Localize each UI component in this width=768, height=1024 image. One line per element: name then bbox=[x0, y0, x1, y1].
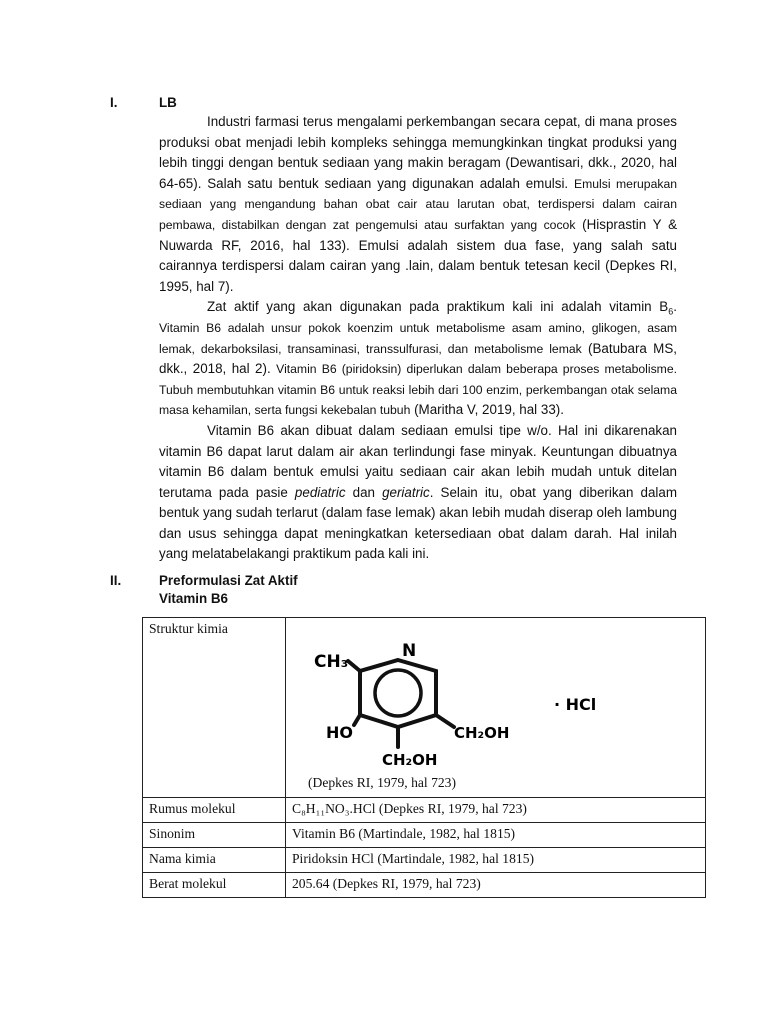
row-label: Struktur kimia bbox=[143, 618, 286, 798]
italic-term: pediatric bbox=[294, 484, 346, 500]
text-run: (Maritha V, 2019, hal 33). bbox=[410, 402, 564, 418]
table-row bbox=[143, 798, 706, 823]
italic-term: geriatric bbox=[382, 484, 430, 500]
section-subtitle: Vitamin B6 bbox=[159, 591, 228, 606]
row-value: 205.64 (Depkes RI, 1979, hal 723) bbox=[286, 873, 706, 898]
section-number: I. bbox=[110, 95, 118, 110]
table-row bbox=[143, 823, 706, 848]
text-run: (Hisprastin Y & Nuwarda RF, 2016, hal 133). Emulsi adalah sistem dua fase, yang salah satu cairannya terdispersi dalam cairan yang .lain, dalam bentuk tetesan kecil (Depkes RI, 1995, hal 7). bbox=[159, 216, 678, 294]
row-label: Rumus molekul bbox=[143, 798, 286, 823]
text-run: Industri farmasi terus mengalami perkembangan secara cepat, di mana proses produksi obat menjadi lebih kompleks sehingga memungkinkan tingkat produksi yang lebih tinggi dengan bentuk sediaan yang makin beragam (Dewantisari, dkk., 2020, hal 64-65). Salah satu bentuk sediaan yang digunakan adalah emulsi. bbox=[159, 114, 677, 191]
section-title: LB bbox=[159, 95, 177, 110]
table-row bbox=[143, 873, 706, 898]
row-label: Sinonim bbox=[143, 823, 286, 848]
paragraph bbox=[159, 112, 677, 297]
text-run: dan bbox=[345, 484, 383, 500]
paragraph bbox=[159, 297, 677, 421]
properties-table bbox=[142, 617, 706, 898]
pyridoxine-structure-diagram bbox=[314, 635, 614, 775]
section-body bbox=[159, 112, 677, 565]
structure-label-ch2oh: CH₂OH bbox=[454, 724, 510, 742]
text-run: Emulsi merupakan sediaan yang mengandung bahan obat cair atau larutan obat, terdispersi dalam cairan pembawa, distabilkan dengan zat pengemulsi atau surfaktan yang cocok bbox=[159, 176, 677, 232]
row-value: Piridoksin HCl (Martindale, 1982, hal 1815) bbox=[286, 848, 706, 873]
structure-label-ch2oh: CH₂OH bbox=[382, 751, 438, 769]
section-number: II. bbox=[110, 573, 122, 588]
text-run: . bbox=[673, 299, 677, 315]
structure-label-hcl: · HCl bbox=[554, 695, 597, 714]
structure-label-ho: HO bbox=[326, 723, 353, 742]
text-run: Zat aktif yang akan digunakan pada praktikum kali ini adalah vitamin B bbox=[207, 299, 669, 315]
text-run: (Batubara MS, dkk., 2018, hal 2). bbox=[159, 340, 677, 377]
table-row bbox=[143, 848, 706, 873]
structure-citation: (Depkes RI, 1979, hal 723) bbox=[308, 775, 456, 790]
text-run: . Selain itu, obat yang diberikan dalam bentuk yang sudah terlarut (dalam fase lemak) akan lebih mudah diserap oleh lambung dan usus sehingga dapat meningkatkan ketersediaan obat dalam darah. Hal inilah yang melatabelakangi praktikum pada kali ini. bbox=[159, 484, 677, 562]
row-value: Vitamin B6 (Martindale, 1982, hal 1815) bbox=[286, 823, 706, 848]
row-value: C₈H₁₁NO₃.HCl (Depkes RI, 1979, hal 723) bbox=[286, 798, 706, 823]
text-run: Vitamin B6 (piridoksin) diperlukan dalam beberapa proses metabolisme. Tubuh membutuhkan vitamin B6 untuk reaksi lebih dari 100 enzim, perkembangan otak selama masa kehamilan, serta fungsi kekebalan tubuh bbox=[159, 362, 677, 418]
text-run: Vitamin B6 adalah unsur pokok koenzim untuk metabolisme asam amino, glikogen, asam lemak, dekarboksilasi, transaminasi, transsulfurasi, dan metabolisme lemak bbox=[159, 320, 677, 356]
table-row bbox=[143, 618, 706, 798]
row-label: Nama kimia bbox=[143, 848, 286, 873]
chemical-structure bbox=[292, 621, 699, 792]
subscript: 6 bbox=[668, 307, 674, 318]
structure-label-ch3: CH₃ bbox=[314, 652, 349, 672]
paragraph bbox=[159, 421, 677, 565]
section-title: Preformulasi Zat Aktif bbox=[159, 573, 298, 588]
text-run: Vitamin B6 akan dibuat dalam sediaan emulsi tipe w/o. Hal ini dikarenakan vitamin B6 dapat larut dalam air akan terlindungi fase minyak. Keuntungan dibuatnya vitamin B6 dalam bentuk emulsi yaitu sediaan cair akan lebih mudah untuk ditelan terutama pada pasie bbox=[159, 422, 677, 500]
structure-cell bbox=[286, 618, 706, 798]
row-label: Berat molekul bbox=[143, 873, 286, 898]
structure-label-n: N bbox=[402, 641, 417, 661]
